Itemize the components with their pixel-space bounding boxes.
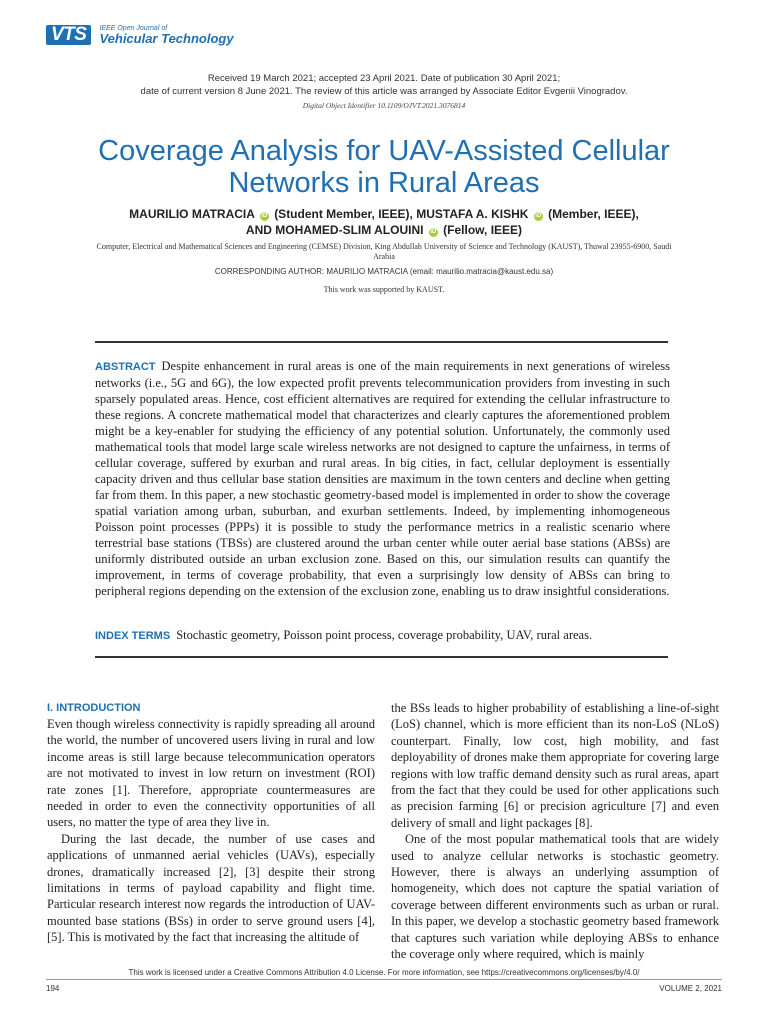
- doi: Digital Object Identifier 10.1109/OJVT.2021.3076814: [302, 101, 466, 110]
- author-2-role: (Member, IEEE),: [548, 207, 639, 221]
- license-note: This work is licensed under a Creative Commons Attribution 4.0 License. For more information, see https://creativecommons.org/licenses/by/4.0/: [128, 968, 640, 977]
- orcid-icon[interactable]: iD: [430, 229, 437, 235]
- dates-line-2: date of current version 8 June 2021. The review of this article was arranged by Associate Editor Evgenii Vinogradov.: [140, 86, 628, 97]
- author-3-name: AND MOHAMED-SLIM ALOUINI: [245, 223, 424, 237]
- paragraph: One of the most popular mathematical tools that are widely used to analyze cellular networks is stochastic geometry. However, there is always an underlying assumption of homogeneity, which does not capture the spatial variation of coverage between different environments such as urban or rural. In this paper, we develop a stochastic geometry based framework that captures such variation while deploying ABSs to enhance the coverage only where required, which is mainly: [391, 832, 719, 962]
- journal-logo: [46, 25, 234, 45]
- dates-line-1: Received 19 March 2021; accepted 23 April 2021. Date of publication 30 April 2021;: [207, 73, 561, 84]
- vts-logo-icon: VTS: [46, 25, 91, 45]
- funding-note: This work was supported by KAUST.: [323, 285, 445, 294]
- journal-subtitle: IEEE Open Journal of: [99, 25, 168, 32]
- orcid-icon[interactable]: iD: [261, 213, 268, 219]
- paragraph: During the last decade, the number of use cases and applications of unmanned aerial vehicles (UAVs), especially drones, dramatically increased [2], [3] despite their strong limitations in terms of payload capability and flight time. Particular research interest now regards the introduction of UAV-mounted base stations (BSs) in order to serve ground users [4], [5]. This is motivated by the fact that increasing the altitude of: [47, 831, 375, 945]
- author-list: [60, 206, 708, 238]
- index-terms: [95, 627, 670, 644]
- footer-rule: [46, 979, 722, 980]
- author-3-role: (Fellow, IEEE): [443, 223, 523, 237]
- section-heading: I. INTRODUCTION: [47, 702, 141, 714]
- author-2-name: MUSTAFA A. KISHK: [416, 207, 529, 221]
- paper-title: Coverage Analysis for UAV-Assisted Cellular Networks in Rural Areas: [98, 135, 670, 199]
- author-1-role: (Student Member, IEEE),: [274, 207, 413, 221]
- abstract-top-rule: [95, 341, 668, 343]
- corresponding-author: CORRESPONDING AUTHOR: MAURILIO MATRACIA (email: maurilio.matracia@kaust.edu.sa): [214, 267, 554, 276]
- index-terms-text: Stochastic geometry, Poisson point process, coverage probability, UAV, rural areas.: [176, 628, 593, 642]
- paragraph: the BSs leads to higher probability of establishing a line-of-sight (LoS) channel, which is more efficient than its non-LoS (NLoS) counterpart. Finally, low cost, high mobility, and fast deployability of drones make them appropriate for covering large regions with low traffic demand density such as rural areas, apart from the fact that they could be used for other applications such as precision farming [6] or precision agriculture [7] and even delivery of small and light packages [8].: [391, 701, 719, 830]
- abstract: [95, 358, 670, 599]
- paragraph: Even though wireless connectivity is rapidly spreading all around the world, the number of uncovered users living in rural and low income areas is still large because telecommunication operators are not motivated to invest in low return on investment (ROI) rate zones [1]. Therefore, appropriate countermeasures are needed in order to even the connectivity opportunities of all users, no matter the type of area they live in.: [47, 717, 375, 830]
- abstract-text: Despite enhancement in rural areas is one of the main requirements in next generations of wireless networks (i.e., 5G and 6G), the low expected profit prevents telecommunication providers from investing in such sparsely populated areas. Hence, cost efficient alternatives are required for extending the cellular infrastructure to these regions. A concrete mathematical model that characterizes and clearly captures the aforementioned problem might be a key-enabler for studying the efficiency of any potential solution. Unfortunately, the commonly used mathematical tools that model large scale wireless networks are not designed to capture the unfairness, in terms of cellular coverage, suffered by exurban and rural areas. In big cities, in fact, cellular deployment is essentially capacity driven and thus cellular base station densities are maximum in the town centers and decline when getting far from them. In this paper, a new stochastic geometry-based model is implemented in order to show the coverage spatial variation among urban, suburban, and exurban settlements. Indeed, by implementing inhomogeneous Poisson point processes (PPPs) it is possible to study the performance metrics in a realistic scenario where terrestrial base stations (TBSs) are clustered around the urban center while outer aerial base stations (ABSs) are uniformly distributed outside an urban exclusion zone. Based on this, our simulation results can quantify the improvement, in terms of coverage probability, that even a surprisingly low density of ABSs can bring to peripheral regions depending on the extension of the exclusion zone, enabling us to draw insightful considerations.: [95, 359, 670, 598]
- journal-name: [99, 25, 233, 45]
- page-number: 194: [46, 984, 60, 993]
- journal-title: Vehicular Technology: [99, 31, 234, 46]
- left-column: [47, 700, 375, 946]
- right-column: [391, 700, 719, 963]
- publication-dates: [0, 72, 768, 98]
- abstract-label: ABSTRACT: [95, 361, 156, 373]
- orcid-icon[interactable]: iD: [535, 213, 542, 219]
- volume-label: VOLUME 2, 2021: [659, 984, 722, 993]
- index-terms-label: INDEX TERMS: [95, 630, 171, 642]
- affiliation: Computer, Electrical and Mathematical Sciences and Engineering (CEMSE) Division, King Abdullah University of Science and Technology (KAUST), Thuwal 23955-6900, Saudi Arabia: [96, 242, 672, 261]
- abstract-bottom-rule: [95, 656, 668, 658]
- author-1-name: MAURILIO MATRACIA: [129, 207, 255, 221]
